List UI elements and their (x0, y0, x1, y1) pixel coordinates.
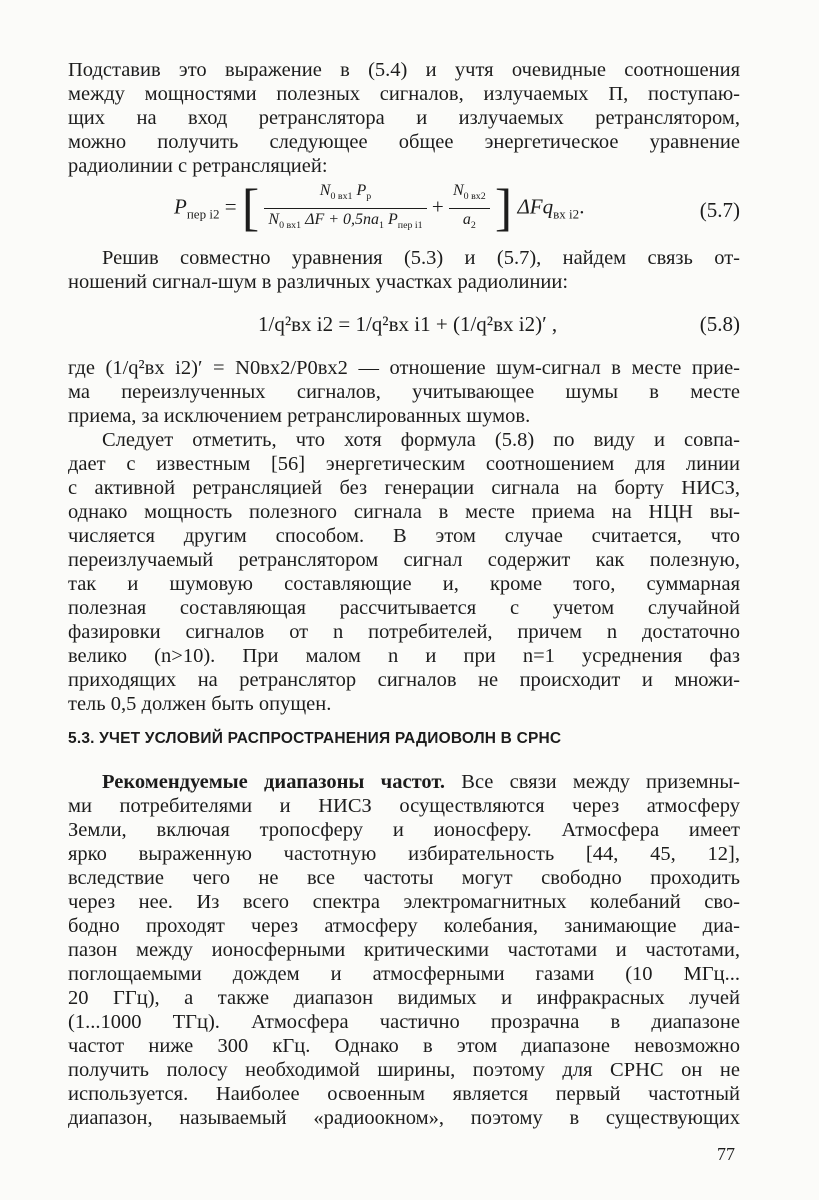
text-line: частот ниже 300 кГц. Однако в этом диапазоне невозможно (68, 1035, 740, 1057)
text-line: Земли, включая тропосферу и ионосферу. Атмосфера имеет (68, 819, 740, 841)
text-line: между мощностями полезных сигналов, излучаемых П, поступаю- (68, 83, 740, 105)
text-line: бодно проходят через атмосферу колебания, занимающие диа- (68, 915, 740, 937)
paragraph-lead: Рекомендуемые диапазоны частот. (102, 771, 446, 793)
fraction-1: $\frac{N_{0 вх1} P_р}{N_{0 вх1} \Delta F + 0,5na_1 P_{пер i1}}$ (264, 180, 426, 237)
text-line: используется. Наиболее освоенным является первый частотный (68, 1083, 740, 1105)
text-line: радиолинии с ретрансляцией: (68, 155, 328, 177)
equation-number: (5.7) (699, 198, 740, 222)
text-line: тель 0,5 должен быть опущен. (68, 693, 332, 715)
text-line: через нее. Из всего спектра электромагнитных колебаний сво- (68, 891, 740, 913)
equation-5-7: $P_{пер i2}$ = [ $\frac{N_{0 вх1} P_р}{N_{0 вх1} \Delta F + 0,5na_1 P_{пер i1}}$ + $\frac{N_{0 вх2}}{a_2}$ ] ΔFq$_{вх i2}$. (174, 179, 585, 237)
text-line: вследствие чего не все частоты могут свободно проходить (68, 867, 740, 889)
text-line: 20 ГГц), а также диапазон видимых и инфракрасных лучей (68, 987, 740, 1009)
text-line: приходящих на ретранслятор сигналов не происходит и множи- (68, 669, 740, 691)
text-line: пазон между ионосферными критическими частотами и частотами, (68, 939, 740, 961)
text-line: Следует отметить, что хотя формула (5.8) по виду и совпа- (102, 429, 740, 451)
fraction-2: $\frac{N_{0 вх2}}{a_2}$ (449, 180, 490, 237)
text-line: так и шумовую составляющие и, кроме того, суммарная (68, 573, 740, 595)
text-line: велико (n>10). При малом n и при n=1 усреднения фаз (68, 645, 740, 667)
section-heading: 5.3. УЧЕТ УСЛОВИЙ РАСПРОСТРАНЕНИЯ РАДИОВОЛН В СРНС (68, 730, 562, 747)
text-line: переизлучаемый ретранслятором сигнал содержит как полезную, (68, 549, 740, 571)
text-line: поглощаемыми дождем и атмосферными газами (10 МГц... (68, 963, 740, 985)
text-line: диапазон, называемый «радиоокном», поэтому в существующих (68, 1107, 740, 1129)
text-line: фазировки сигналов от n потребителей, причем n достаточно (68, 621, 740, 643)
equation-number: (5.8) (699, 312, 740, 336)
text-line: с активной ретрансляцией без генерации сигнала на борту НИСЗ, (68, 477, 740, 499)
text-line: где (1/q²вх i2)′ = N0вх2/P0вх2 — отношение шум-сигнал в месте прие- (68, 357, 740, 379)
text-line: ярко выраженную частотную избирательность [44, 45, 12], (68, 843, 740, 865)
text-line (102, 770, 740, 794)
text-line: можно получить следующее общее энергетическое уравнение (68, 131, 740, 153)
text-line: получить полосу необходимой ширины, поэтому для СРНС он не (68, 1059, 740, 1081)
paragraph-text: Все связи между приземны- (461, 771, 740, 793)
text-line: приема, за исключением ретранслированных шумов. (68, 405, 531, 427)
text-line: ми потребителями и НИСЗ осуществляются через атмосферу (68, 795, 740, 817)
text-line: (1...1000 ТГц). Атмосфера частично прозрачна в диапазоне (68, 1011, 740, 1033)
text-line: числяется другим способом. В этом случае считается, что (68, 525, 740, 547)
text-line: Решив совместно уравнения (5.3) и (5.7), найдем связь от- (102, 247, 740, 269)
text-line: ношений сигнал-шум в различных участках радиолинии: (68, 271, 569, 293)
text-line: дает с известным [56] энергетическим соотношением для линии (68, 453, 740, 475)
text-line: ма переизлученных сигналов, учитывающее шумы в месте (68, 381, 740, 403)
equation-5-8: 1/q²вх i2 = 1/q²вх i1 + (1/q²вх i2)′ , (258, 312, 558, 336)
text-line: полезная составляющая рассчитывается с учетом случайной (68, 597, 740, 619)
text-line: Подставив это выражение в (5.4) и учтя очевидные соотношения (68, 59, 740, 81)
page-number: 77 (717, 1144, 735, 1164)
text-line: щих на вход ретранслятора и излучаемых ретранслятором, (68, 107, 740, 129)
text-line: однако мощность полезного сигнала в месте приема на НЦН вы- (68, 501, 740, 523)
